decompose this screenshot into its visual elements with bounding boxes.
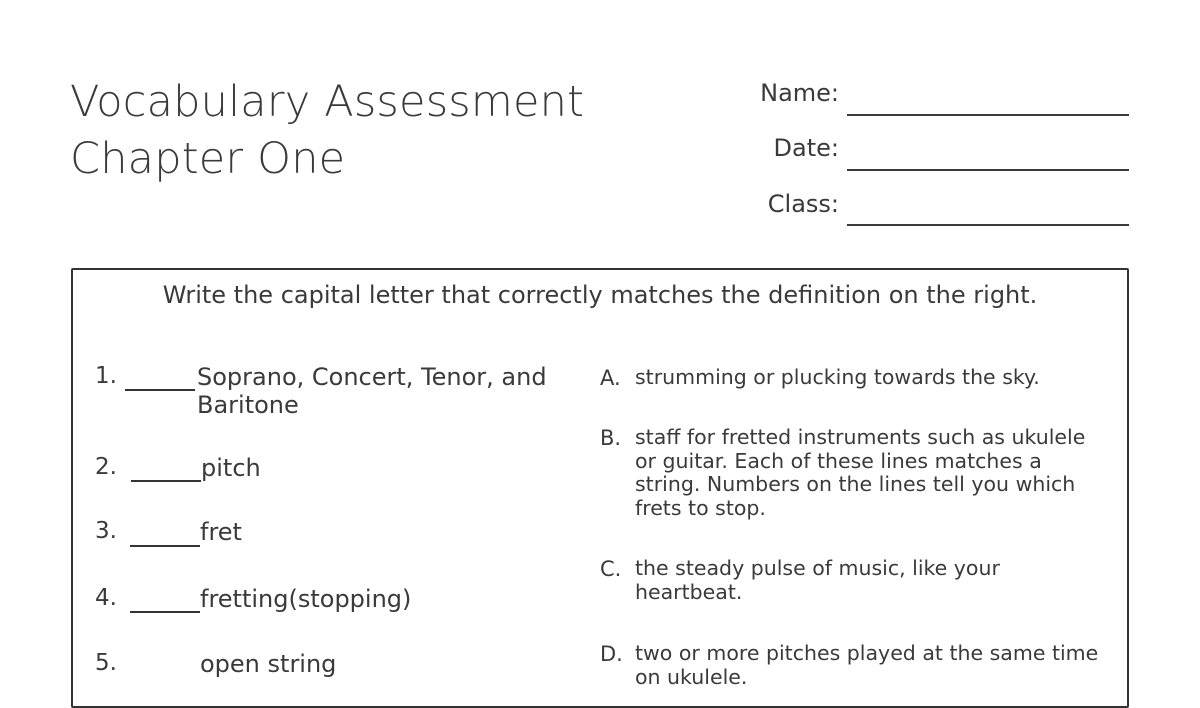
question-number: 2.	[95, 454, 117, 480]
title-line-2: Chapter One	[70, 134, 346, 184]
answer-blank-1[interactable]	[125, 389, 195, 391]
definition-text: staff for fretted instruments such as ukulele or guitar. Each of these lines matches a string. Numbers on the lines tell you which frets to stop.	[635, 425, 1086, 520]
title-line-1: Vocabulary Assessment	[70, 77, 585, 127]
page-title	[70, 74, 584, 188]
name-field[interactable]	[847, 76, 1129, 116]
name-label: Name:	[760, 79, 839, 107]
definition-letter: D.	[600, 642, 623, 666]
question-number: 4.	[95, 585, 117, 611]
question-term: open string	[200, 650, 337, 678]
question-number: 1.	[95, 363, 117, 389]
instructions-text: Write the capital letter that correctly matches the definition on the right.	[162, 281, 1038, 309]
definition-text: two or more pitches played at the same time on ukulele.	[635, 641, 1099, 689]
answer-blank-4[interactable]	[130, 611, 200, 613]
answer-blank-2[interactable]	[131, 480, 201, 482]
definition-letter: B.	[600, 426, 622, 450]
question-term: fret	[200, 518, 242, 546]
question-number: 3.	[95, 518, 117, 544]
class-field[interactable]	[847, 186, 1129, 226]
question-term: fretting(stopping)	[200, 585, 412, 613]
question-term: pitch	[201, 454, 261, 482]
definition-text: the steady pulse of music, like your heartbeat.	[635, 556, 1000, 604]
class-label: Class:	[767, 190, 839, 218]
definition-letter: A.	[600, 366, 621, 390]
question-number: 5.	[95, 650, 117, 676]
date-field[interactable]	[847, 131, 1129, 171]
question-term: Soprano, Concert, Tenor, and Baritone	[197, 363, 547, 419]
answer-blank-3[interactable]	[130, 545, 200, 547]
definition-letter: C.	[600, 557, 622, 581]
date-label: Date:	[773, 134, 839, 162]
definition-text: strumming or plucking towards the sky.	[635, 365, 1040, 389]
